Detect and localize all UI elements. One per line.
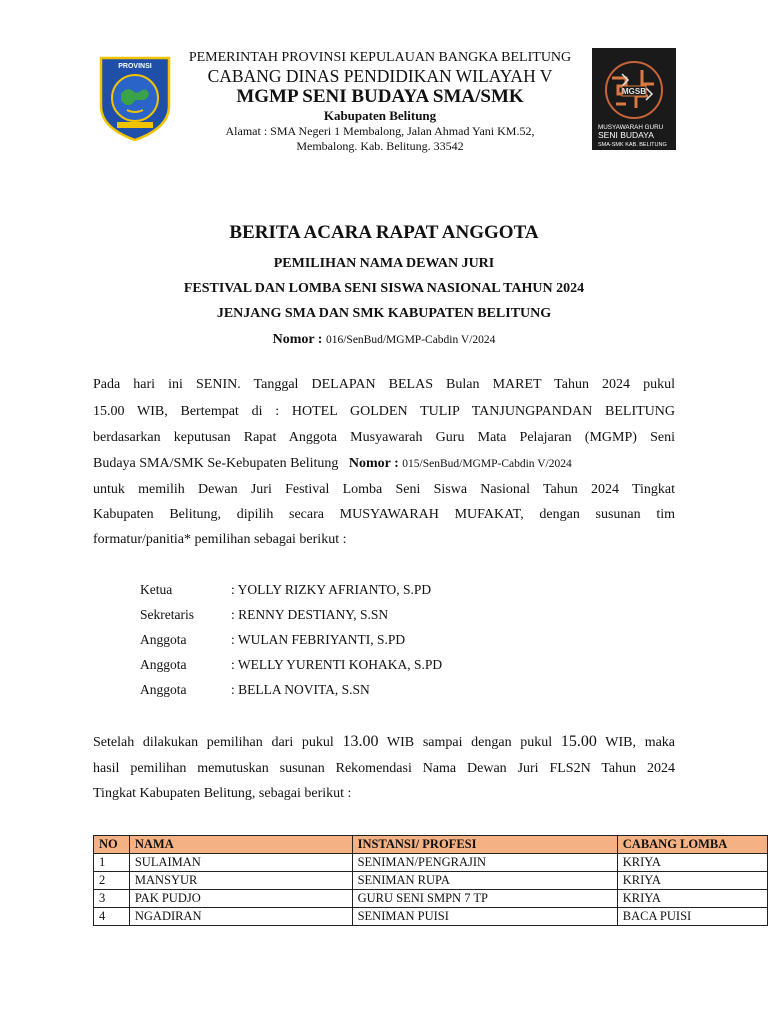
cell-institution: GURU SENI SMPN 7 TP [352,890,617,908]
document-number-label: Nomor : [272,332,323,347]
committee-member: : RENNY DESTIANY, S.SN [231,607,389,622]
svg-text:MGSB: MGSB [622,87,646,96]
committee-member: : WELLY YURENTI KOHAKA, S.PD [231,657,443,672]
document-number [0,332,768,348]
document-number-value: 016/SenBud/MGMP-Cabdin V/2024 [325,334,496,346]
cell-category: KRIYA [617,872,767,890]
column-header-institution: INSTANSI/ PROFESI [352,836,617,854]
document-subtitle-1: PEMILIHAN NAMA DEWAN JURI [273,256,495,271]
end-time: 15.00 [560,733,597,750]
committee-role: Ketua [140,582,173,597]
cell-institution: SENIMAN PUISI [352,908,617,926]
letterhead-region: Kabupaten Belitung [323,108,437,123]
svg-text:SMA-SMK KAB. BELITUNG: SMA-SMK KAB. BELITUNG [598,142,667,148]
table-row [94,890,768,908]
paragraph-2-line-2: hasil pemilihan memutuskan susunan Rekomendasi Nama Dewan Juri FLS2N Tahun 2024 [93,761,675,776]
cell-no: 1 [94,854,130,872]
committee-role: Sekretaris [140,607,194,622]
svg-text:MUSYAWARAH GURU: MUSYAWARAH GURU [598,124,664,131]
committee-role: Anggota [140,682,187,697]
paragraph-2-text-a: Setelah dilakukan pemilihan dari pukul [93,735,334,750]
cell-name: NGADIRAN [129,908,352,926]
svg-text:PROVINSI: PROVINSI [118,63,152,70]
table-header-row [94,836,768,854]
column-header-no: NO [94,836,130,854]
cell-institution: SENIMAN/PENGRAJIN [352,854,617,872]
letterhead-address-line1: Alamat : SMA Negeri 1 Membalong, Jalan Ahmad Yani KM.52, [225,124,535,138]
table-row [94,908,768,926]
document-subtitle-3: JENJANG SMA DAN SMK KABUPATEN BELITUNG [216,306,552,321]
committee-member: : BELLA NOVITA, S.SN [231,682,370,697]
letterhead-address-line2: Membalong. Kab. Belitung. 33542 [296,139,464,153]
paragraph-1-line-5: untuk memilih Dewan Juri Festival Lomba Seni Siswa Nasional Tahun 2024 Tingkat [93,482,675,497]
document-title: BERITA ACARA RAPAT ANGGOTA [229,222,539,243]
paragraph-2-text-b: WIB sampai dengan pukul [386,735,553,750]
paragraph-1-line-3: berdasarkan keputusan Rapat Anggota Musyawarah Guru Mata Pelajaran (MGMP) Seni [93,430,675,445]
committee-role: Anggota [140,657,187,672]
reference-number-label: Nomor : [348,456,399,471]
mgmp-seni-budaya-logo [592,48,676,150]
cell-institution: SENIMAN RUPA [352,872,617,890]
letterhead-government: PEMERINTAH PROVINSI KEPULAUAN BANGKA BELITUNG [188,50,572,65]
cell-no: 4 [94,908,130,926]
column-header-name: NAMA [129,836,352,854]
table-row [94,872,768,890]
cell-no: 3 [94,890,130,908]
cell-category: BACA PUISI [617,908,767,926]
cell-category: KRIYA [617,890,767,908]
committee-member: : YOLLY RIZKY AFRIANTO, S.PD [231,582,432,597]
cell-name: SULAIMAN [129,854,352,872]
letterhead-agency: CABANG DINAS PENDIDIKAN WILAYAH V [207,66,553,86]
start-time: 13.00 [342,733,379,750]
column-header-category: CABANG LOMBA [617,836,767,854]
paragraph-1-line-7: formatur/panitia* pemilihan sebagai berikut : [93,532,347,547]
cell-no: 2 [94,872,130,890]
paragraph-1-line-1: Pada hari ini SENIN. Tanggal DELAPAN BELAS Bulan MARET Tahun 2024 pukul [93,377,675,392]
paragraph-1-line-2: 15.00 WIB, Bertempat di : HOTEL GOLDEN TULIP TANJUNGPANDAN BELITUNG [93,404,675,419]
committee-member: : WULAN FEBRIYANTI, S.PD [231,632,406,647]
cell-category: KRIYA [617,854,767,872]
province-logo [97,54,173,142]
svg-text:SENI BUDAYA: SENI BUDAYA [598,130,654,140]
reference-number-value: 015/SenBud/MGMP-Cabdin V/2024 [402,458,572,470]
jury-table [93,835,768,926]
document-subtitle-2: FESTIVAL DAN LOMBA SENI SISWA NASIONAL TAHUN 2024 [183,281,585,296]
paragraph-2-line-1 [93,733,675,751]
cell-name: MANSYUR [129,872,352,890]
paragraph-1-line-4-text: Budaya SMA/SMK Se-Kebupaten Belitung [93,456,339,471]
letterhead-organization: MGMP SENI BUDAYA SMA/SMK [236,86,524,107]
paragraph-2-text-c: WIB, maka [605,735,676,750]
paragraph-2-line-3: Tingkat Kabupaten Belitung, sebagai berikut : [93,786,352,801]
cell-name: PAK PUDJO [129,890,352,908]
table-row [94,854,768,872]
paragraph-1-line-6: Kabupaten Belitung, dipilih secara MUSYAWARAH MUFAKAT, dengan susunan tim [93,507,675,522]
committee-role: Anggota [140,632,187,647]
paragraph-1-line-4 [93,456,675,472]
